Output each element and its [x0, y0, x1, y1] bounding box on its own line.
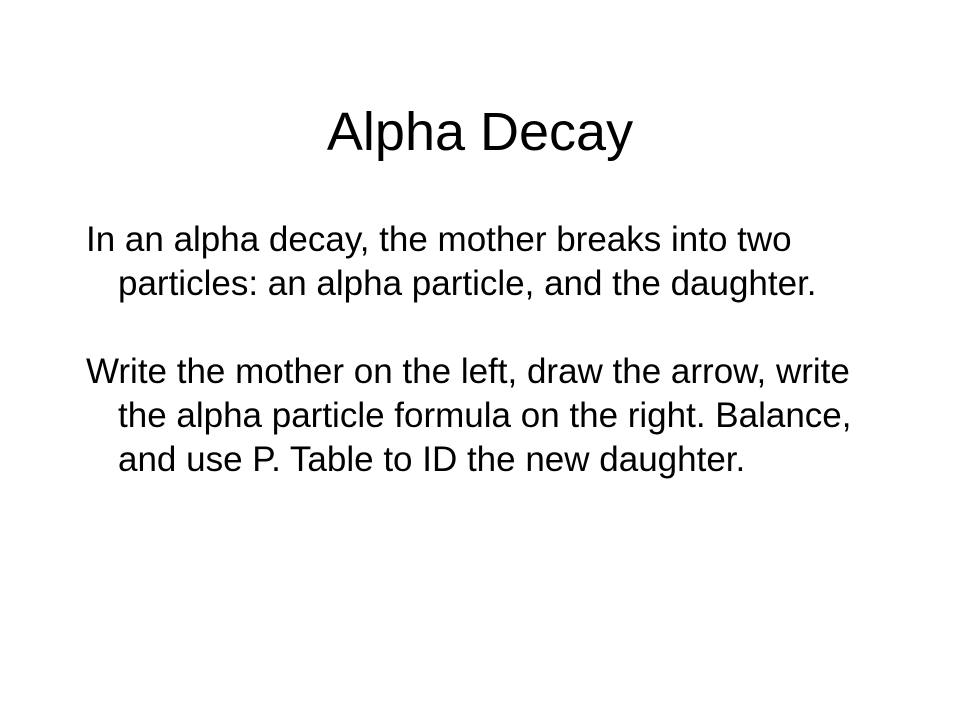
slide-body: [86, 218, 886, 482]
paragraph-instructions: Write the mother on the left, draw the arrow, write the alpha particle formula on the right. Balance, and use P. Table to ID the new daughter.: [86, 352, 852, 479]
paragraph-alpha-decay-description: In an alpha decay, the mother breaks into two particles: an alpha particle, and the daughter.: [86, 220, 817, 303]
slide-title: Alpha Decay: [326, 102, 634, 162]
